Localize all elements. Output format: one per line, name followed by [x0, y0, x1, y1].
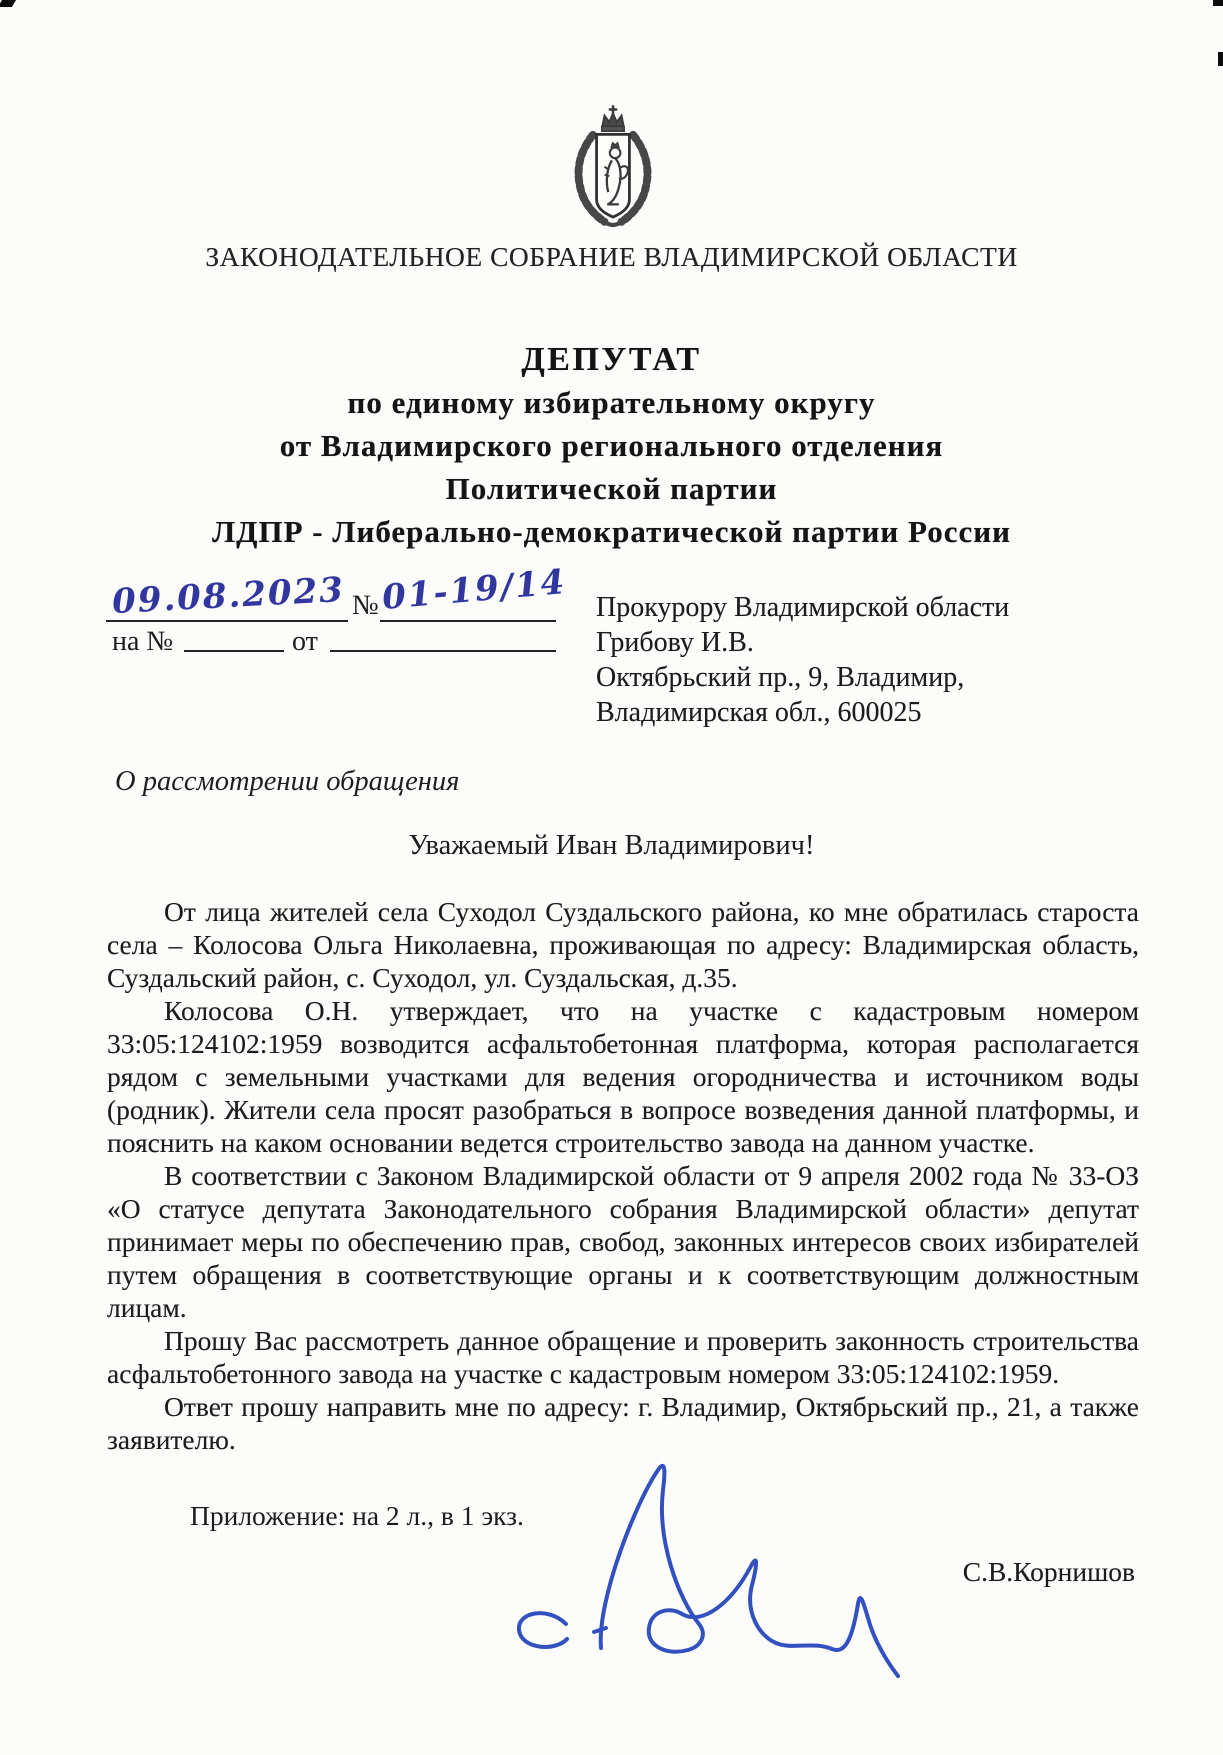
reply-number-underline [184, 650, 284, 652]
letterhead-title-block [0, 338, 1223, 553]
body-paragraph: Ответ прошу направить мне по адресу: г. Владимир, Октябрьский пр., 21, а также заявителю. [107, 1391, 1139, 1455]
scan-artifact [1218, 52, 1223, 66]
reply-date-underline [330, 650, 556, 652]
title-line: ДЕПУТАТ [521, 341, 702, 378]
reply-prefix-label: на № [112, 626, 174, 657]
handwritten-number: 01-19/14 [380, 562, 568, 618]
number-sign: № [352, 590, 379, 621]
signer-name: С.В.Корнишов [962, 1556, 1135, 1587]
body-paragraph: В соответствии с Законом Владимирской области от 9 апреля 2002 года № 33-ОЗ «О статусе депутата Законодательного собрания Владимирской области» депутат принимает меры по обеспечению прав, свобод, законных интересов своих избирателей путем обращения в соответствующие органы и к соответствующим должностным лицам. [107, 1160, 1139, 1323]
salutation: Уважаемый Иван Владимирович! [408, 830, 815, 861]
addressee-line: Грибову И.В. [596, 627, 754, 658]
title-line: Политической партии [445, 471, 778, 506]
addressee-line: Владимирская обл., 600025 [596, 697, 922, 728]
title-line: от Владимирского регионального отделения [279, 428, 944, 463]
scan-artifact [1213, 0, 1223, 6]
coat-of-arms-icon [560, 102, 666, 247]
title-line: ЛДПР - Либерально-демократической партии России [212, 514, 1011, 549]
letter-body [107, 895, 1139, 1456]
addressee-line: Октябрьский пр., 9, Владимир, [596, 662, 965, 693]
body-paragraph: Колосова О.Н. утверждает, что на участке с кадастровым номером 33:05:124102:1959 возводится асфальтобетонная платформа, которая располагается рядом с земельными участками для ведения огородничества и источником воды (родник). Жители села просят разобраться в вопросе возведения данной платформы, и пояснить на каком основании ведется строительство завода на данном участке. [107, 995, 1139, 1158]
body-paragraph: Прошу Вас рассмотреть данное обращение и проверить законность строительства асфальтобетонного завода на участке с кадастровым номером 33:05:124102:1959. [107, 1325, 1139, 1389]
scan-artifact [0, 0, 16, 7]
body-paragraph: От лица жителей села Суходол Суздальского района, ко мне обратилась староста села – Колосова Ольга Николаевна, проживающая по адресу: Владимирская область, Суздальский район, с. Суходол, ул. Суздальская, д.35. [107, 896, 1139, 993]
date-underline [106, 620, 348, 622]
subject-line: О рассмотрении обращения [115, 766, 460, 797]
number-underline [380, 620, 556, 622]
handwritten-date: 09.08.2023 [111, 569, 346, 623]
handwritten-signature [490, 1445, 920, 1695]
attachment-note: Приложение: на 2 л., в 1 экз. [190, 1500, 524, 1531]
organization-name: ЗАКОНОДАТЕЛЬНОЕ СОБРАНИЕ ВЛАДИМИРСКОЙ ОБЛАСТИ [205, 241, 1018, 272]
title-line: по единому избирательному округу [347, 385, 876, 420]
addressee-block [596, 590, 1009, 730]
addressee-line: Прокурору Владимирской области [596, 592, 1010, 623]
reply-from-label: от [292, 626, 318, 657]
